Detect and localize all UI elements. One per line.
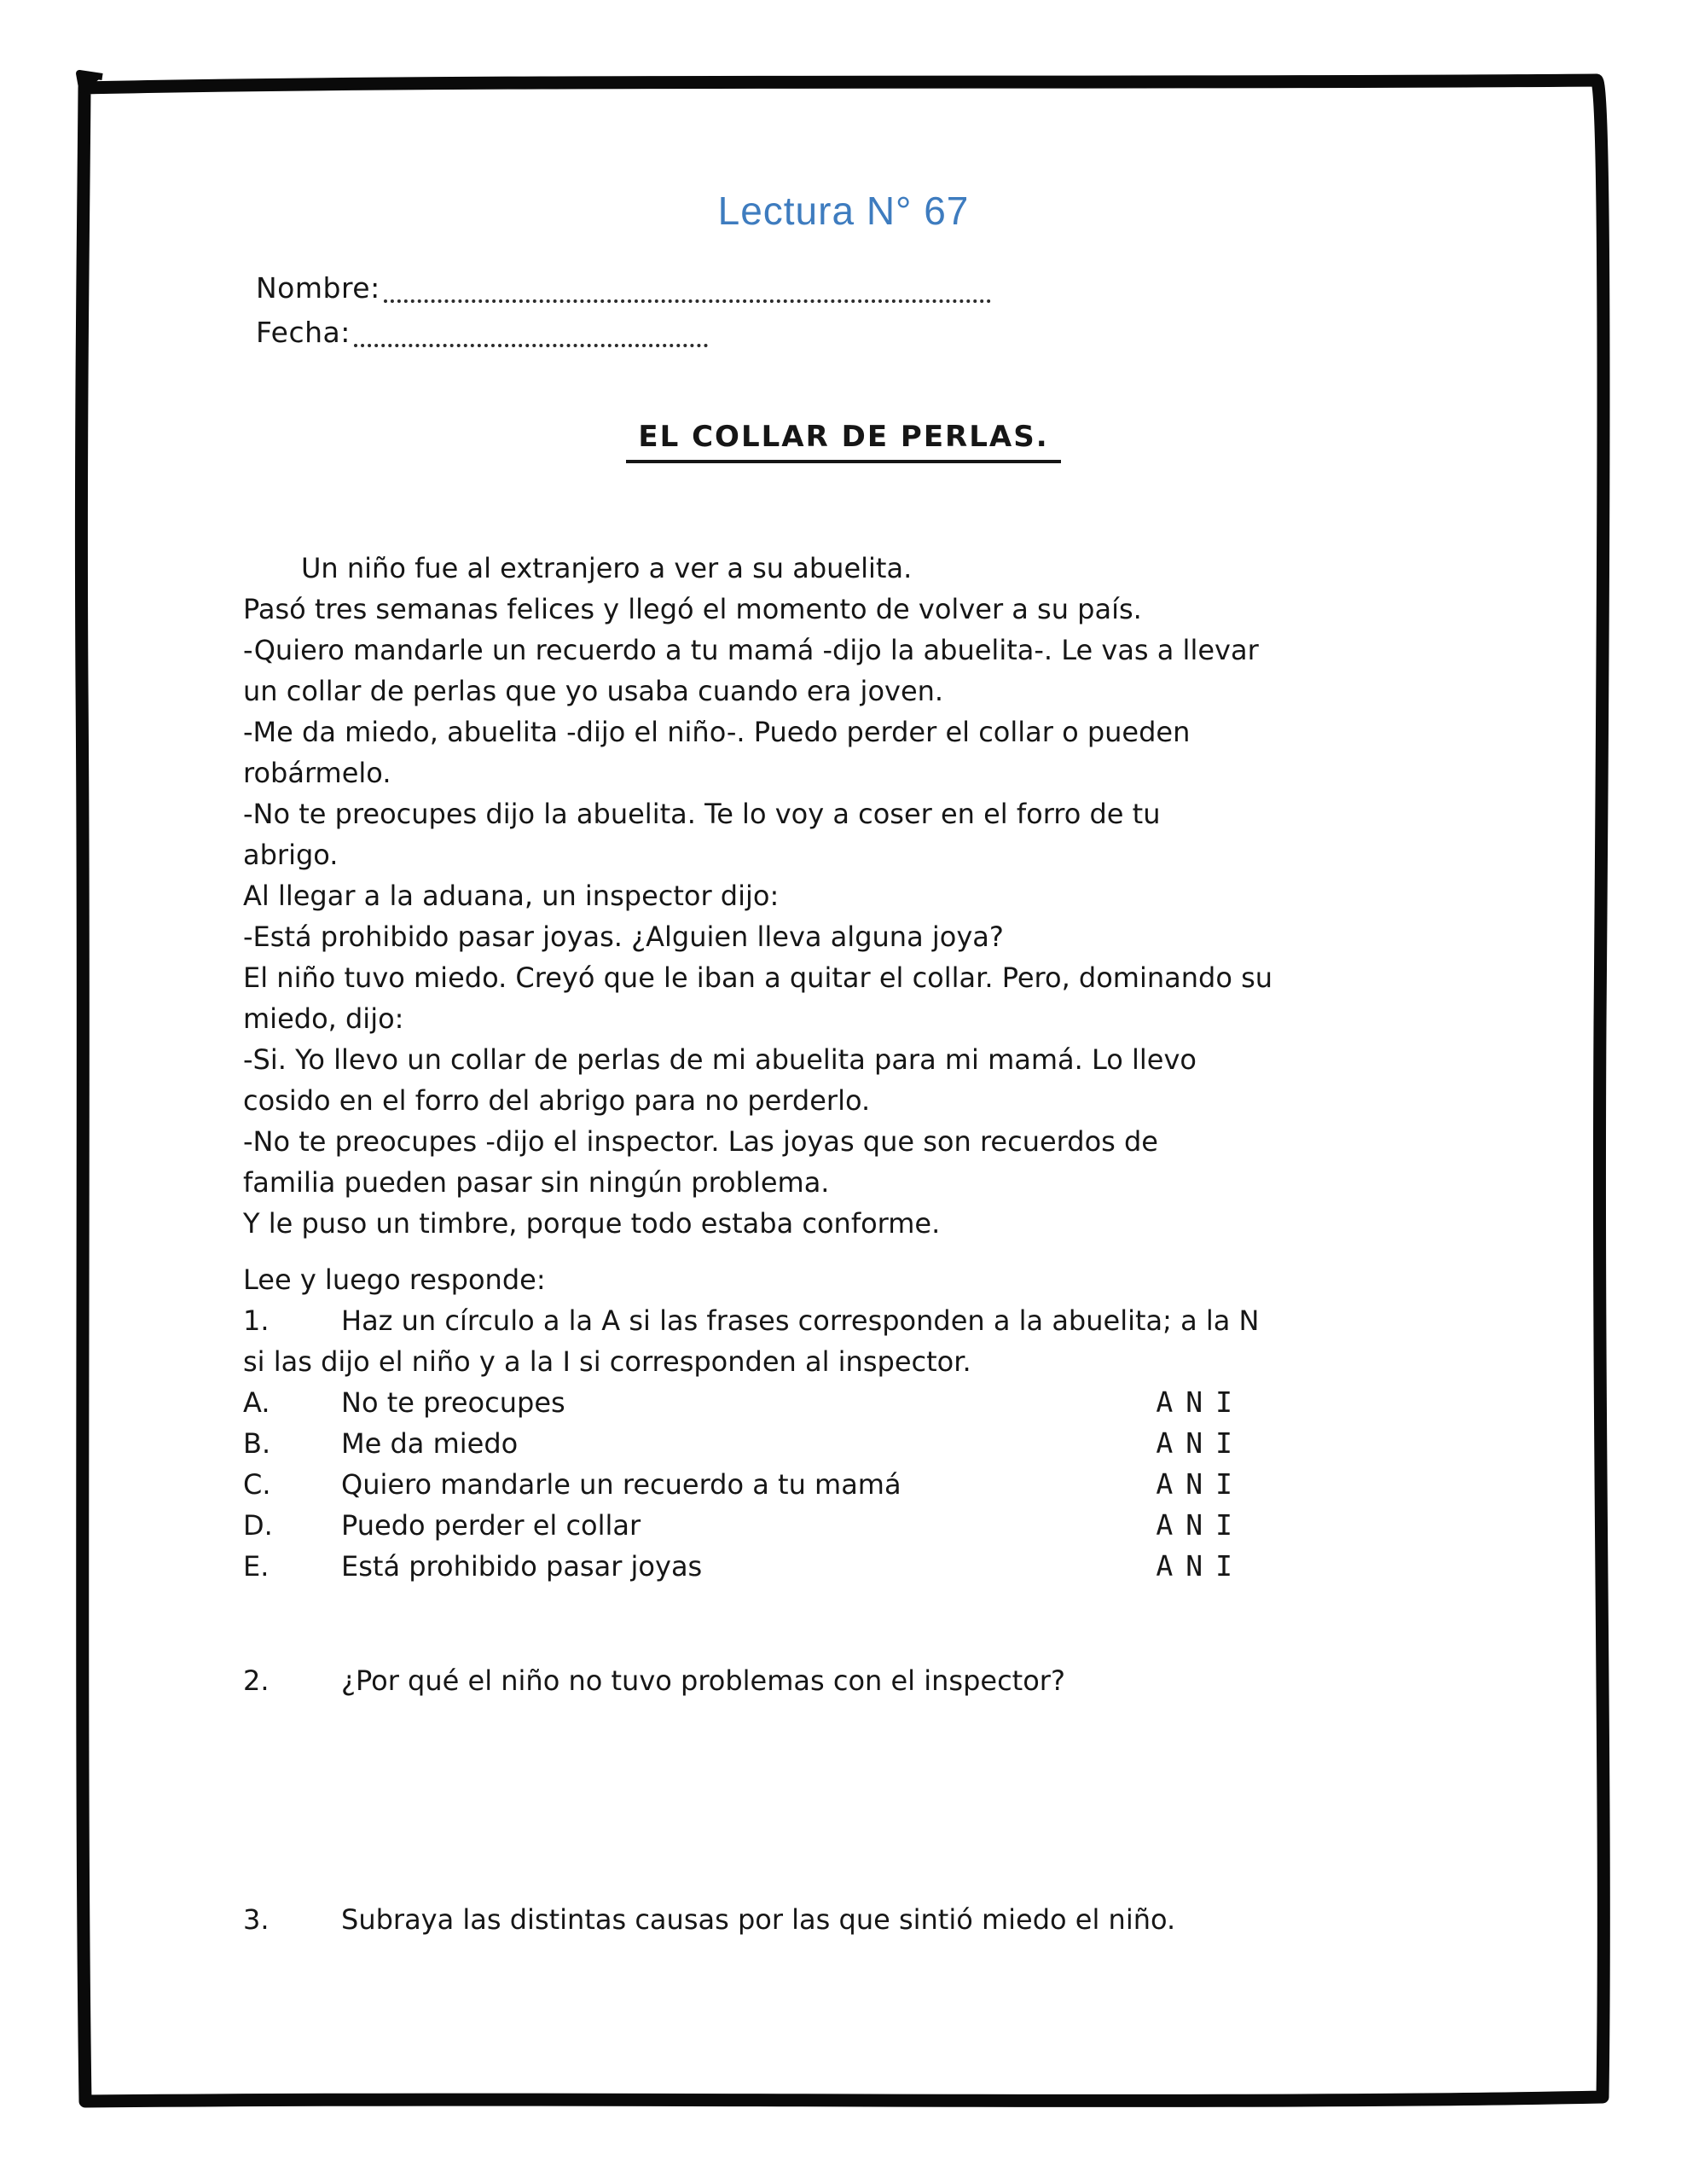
story-line: Un niño fue al extranjero a ver a su abuelita. [301,552,913,584]
answer-row-a-options [1156,1382,1232,1423]
option-n[interactable]: N [1186,1549,1203,1583]
story-line: -Si. Yo llevo un collar de perlas de mi abuelita para mi mamá. Lo llevo [243,1043,1197,1076]
story-line: -Está prohibido pasar joyas. ¿Alguien lleva alguna joya? [243,921,1004,953]
option-a[interactable]: A [1156,1467,1174,1501]
option-n[interactable]: N [1186,1385,1203,1419]
story-text [243,548,1505,1244]
answer-row-d-text: Puedo perder el collar [341,1509,641,1542]
answer-row-d-options [1156,1505,1232,1546]
story-line: -No te preocupes dijo la abuelita. Te lo voy a coser en el forro de tu [243,798,1161,830]
answer-row-b-options [1156,1423,1232,1464]
name-fill-line[interactable] [384,299,991,303]
option-i[interactable]: I [1215,1385,1232,1419]
story-line: Pasó tres semanas felices y llegó el momento de volver a su país. [243,593,1142,625]
answer-row-b [243,1423,1232,1464]
question-1-text-line2: si las dijo el niño y a la I si corresponden al inspector. [243,1345,971,1378]
option-n[interactable]: N [1186,1508,1203,1542]
story-line: familia pueden pasar sin ningún problema. [243,1166,830,1199]
story-line: abrigo. [243,839,339,871]
story-line: -Me da miedo, abuelita -dijo el niño-. Puedo perder el collar o pueden [243,716,1191,748]
question-2-number: 2. [243,1664,270,1697]
question-3-number: 3. [243,1903,270,1936]
option-n[interactable]: N [1186,1426,1203,1460]
name-row [256,266,991,311]
story-line: robármelo. [243,757,391,789]
question-1 [243,1300,1260,1341]
question-1-number: 1. [243,1304,270,1337]
answer-row-c-letter: C. [243,1468,271,1501]
answer-row-e [243,1546,1232,1587]
story-line: -No te preocupes -dijo el inspector. Las joyas que son recuerdos de [243,1125,1158,1158]
option-i[interactable]: I [1215,1508,1232,1542]
story-line: cosido en el forro del abrigo para no perderlo. [243,1084,871,1117]
story-line: miedo, dijo: [243,1002,404,1035]
answer-row-a [243,1382,1232,1423]
story-line: El niño tuvo miedo. Creyó que le iban a quitar el collar. Pero, dominando su [243,961,1273,994]
date-label: Fecha: [256,316,351,349]
story-line: -Quiero mandarle un recuerdo a tu mamá -dijo la abuelita-. Le vas a llevar [243,634,1259,666]
option-a[interactable]: A [1156,1426,1174,1460]
answer-row-a-text: No te preocupes [341,1386,565,1419]
instructions: Lee y luego responde: [243,1263,546,1296]
question-2-text: ¿Por qué el niño no tuvo problemas con el inspector? [341,1664,1065,1697]
answer-row-e-text: Está prohibido pasar joyas [341,1550,703,1583]
story-line: un collar de perlas que yo usaba cuando era joven. [243,675,944,707]
answer-row-c-text: Quiero mandarle un recuerdo a tu mamá [341,1468,901,1501]
option-i[interactable]: I [1215,1467,1232,1501]
story-heading: EL COLLAR DE PERLAS. [626,420,1060,463]
answer-row-b-letter: B. [243,1427,271,1460]
question-3-text: Subraya las distintas causas por las que sintió miedo el niño. [341,1903,1176,1936]
option-n[interactable]: N [1186,1467,1203,1501]
answer-row-a-letter: A. [243,1386,270,1419]
option-i[interactable]: I [1215,1549,1232,1583]
answer-row-c [243,1464,1232,1505]
option-i[interactable]: I [1215,1426,1232,1460]
answer-row-b-text: Me da miedo [341,1427,519,1460]
answer-row-d-letter: D. [243,1509,273,1542]
option-a[interactable]: A [1156,1549,1174,1583]
date-row [256,311,991,355]
student-info [256,266,991,355]
question-1-text-line1: Haz un círculo a la A si las frases corresponden a la abuelita; a la N [341,1304,1260,1337]
answer-row-e-letter: E. [243,1550,270,1583]
story-line: Y le puso un timbre, porque todo estaba conforme. [243,1207,941,1240]
question-2 [243,1660,1522,1701]
name-label: Nombre: [256,271,380,305]
questions-section [243,1259,1260,1587]
answer-row-c-options [1156,1464,1232,1505]
answer-row-d [243,1505,1232,1546]
question-3 [243,1899,1522,1940]
option-a[interactable]: A [1156,1385,1174,1419]
option-a[interactable]: A [1156,1508,1174,1542]
date-fill-line[interactable] [354,344,708,347]
story-line: Al llegar a la aduana, un inspector dijo: [243,880,780,912]
story-heading-wrap [0,420,1687,463]
page-title: Lectura N° 67 [717,189,970,233]
answer-row-e-options [1156,1546,1232,1587]
